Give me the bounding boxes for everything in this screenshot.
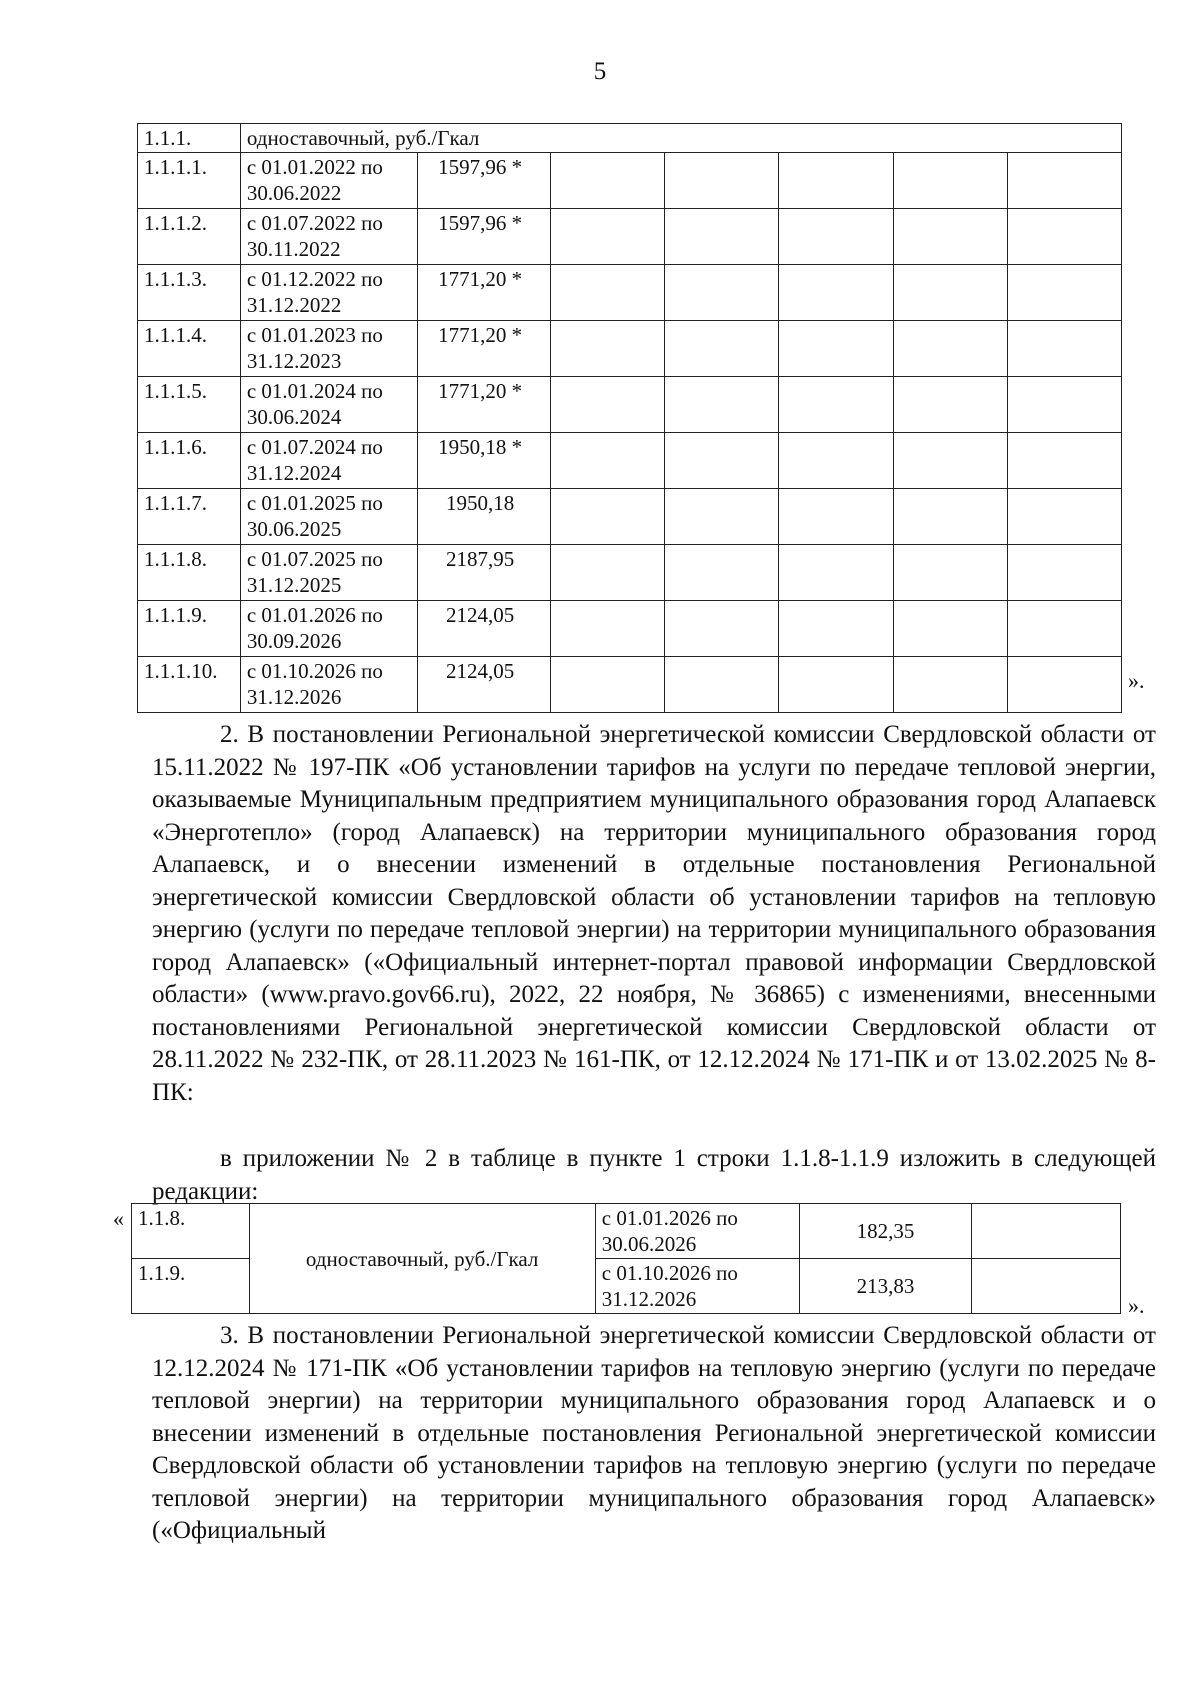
table-cell-empty <box>550 657 664 713</box>
table-row <box>138 545 1122 601</box>
table-row <box>138 153 1122 209</box>
table-cell-empty <box>779 657 893 713</box>
paragraph-2-sub: в приложении № 2 в таблице в пункте 1 строки 1.1.8-1.1.9 изложить в следующей редакции: <box>152 1145 1156 1205</box>
table-row <box>132 1204 1121 1259</box>
table-cell-period: с 01.01.2026 по 30.06.2026 <box>595 1204 799 1259</box>
table-cell-empty <box>550 489 664 545</box>
table-cell-empty <box>665 321 779 377</box>
table-cell-empty <box>779 265 893 321</box>
table-cell-empty <box>550 433 664 489</box>
table-cell-num: 1.1.1. <box>138 124 241 153</box>
table-cell-period: с 01.01.2022 по 30.06.2022 <box>240 153 417 209</box>
table-cell-empty <box>550 209 664 265</box>
table-cell-empty <box>1007 657 1121 713</box>
table-cell-empty <box>1007 545 1121 601</box>
table-cell-empty <box>550 601 664 657</box>
table-cell-empty <box>665 433 779 489</box>
table-cell-empty <box>550 265 664 321</box>
table-cell-empty <box>893 321 1007 377</box>
table-cell-empty <box>1007 377 1121 433</box>
table-cell-empty <box>550 321 664 377</box>
table-cell-num: 1.1.8. <box>132 1204 250 1259</box>
table-cell-empty <box>893 433 1007 489</box>
table-header-row <box>138 124 1122 153</box>
table-cell-empty <box>893 545 1007 601</box>
table-cell-empty <box>893 265 1007 321</box>
table-cell-empty <box>665 209 779 265</box>
table-cell-period: с 01.10.2026 по 31.12.2026 <box>595 1259 799 1314</box>
table-cell-num: 1.1.1.7. <box>138 489 241 545</box>
table-cell-num: 1.1.1.5. <box>138 377 241 433</box>
table-cell-period: с 01.01.2024 по 30.06.2024 <box>240 377 417 433</box>
table-cell-value: 1771,20 * <box>418 265 551 321</box>
table-cell-empty <box>665 489 779 545</box>
amendment-table <box>131 1203 1121 1314</box>
table-row <box>138 657 1122 713</box>
table-cell-empty <box>779 321 893 377</box>
table-cell-empty <box>779 489 893 545</box>
table-cell-period: с 01.01.2026 по 30.09.2026 <box>240 601 417 657</box>
table-cell-empty <box>665 657 779 713</box>
table-cell-empty <box>550 545 664 601</box>
table-cell-num: 1.1.1.10. <box>138 657 241 713</box>
table-row <box>138 321 1122 377</box>
table-cell-empty <box>550 377 664 433</box>
table-cell-empty <box>1007 601 1121 657</box>
table-cell-empty <box>893 209 1007 265</box>
table-cell-empty <box>779 601 893 657</box>
table-cell-empty <box>1007 321 1121 377</box>
table-cell-period: с 01.10.2026 по 31.12.2026 <box>240 657 417 713</box>
table-cell-empty <box>1007 265 1121 321</box>
table-row <box>138 489 1122 545</box>
table-cell-empty <box>665 545 779 601</box>
table-cell-empty <box>893 153 1007 209</box>
table-cell-period: с 01.07.2022 по 30.11.2022 <box>240 209 417 265</box>
table-cell-empty <box>665 153 779 209</box>
table-cell-value: 1597,96 * <box>418 209 551 265</box>
table-cell-empty <box>665 601 779 657</box>
table-cell-period: с 01.01.2023 по 31.12.2023 <box>240 321 417 377</box>
table-cell-value: 1950,18 <box>418 489 551 545</box>
table-row <box>138 601 1122 657</box>
table-cell-num: 1.1.9. <box>132 1259 250 1314</box>
table-cell-empty <box>972 1204 1121 1259</box>
paragraph-3: 3. В постановлении Региональной энергетической комиссии Свердловской области от 12.12.2024 № 171-ПК «Об установлении тарифов на тепловую энергию (услуги по передаче тепловой энергии) на территории муниципального образования город Алапаевск и о внесении изменений в отдельные постановления Региональной энергетической комиссии Свердловской области об установлении тарифов на тепловую энергию (услуги по передаче тепловой энергии) на территории муниципального образования город Алапаевск» («Официальный <box>152 1322 1156 1544</box>
table-cell-empty <box>779 377 893 433</box>
table-cell-value: 2187,95 <box>418 545 551 601</box>
table-row <box>138 377 1122 433</box>
table-cell-value: 1597,96 * <box>418 153 551 209</box>
table-cell-empty <box>779 545 893 601</box>
table-cell-value: 2124,05 <box>418 601 551 657</box>
table2-open-quote: « <box>113 1206 124 1231</box>
table-cell-period: с 01.07.2025 по 31.12.2025 <box>240 545 417 601</box>
table-cell-value: 213,83 <box>799 1259 972 1314</box>
table-cell-label: одноставочный, руб./Гкал <box>249 1204 595 1314</box>
table-row <box>138 433 1122 489</box>
table-cell-empty <box>1007 489 1121 545</box>
table-cell-value: 1771,20 * <box>418 321 551 377</box>
table-cell-empty <box>1007 153 1121 209</box>
table-cell-value: 1950,18 * <box>418 433 551 489</box>
table-cell-empty <box>893 657 1007 713</box>
table-cell-empty <box>1007 209 1121 265</box>
table-cell-num: 1.1.1.3. <box>138 265 241 321</box>
tariff-table <box>137 123 1122 713</box>
table-cell-empty <box>779 153 893 209</box>
page-number: 5 <box>593 58 607 85</box>
table-cell-period: с 01.07.2024 по 31.12.2024 <box>240 433 417 489</box>
table-cell-num: 1.1.1.8. <box>138 545 241 601</box>
table-cell-num: 1.1.1.6. <box>138 433 241 489</box>
table-cell-empty <box>893 377 1007 433</box>
table-cell-num: 1.1.1.9. <box>138 601 241 657</box>
table-cell-num: 1.1.1.2. <box>138 209 241 265</box>
table-cell-empty <box>893 601 1007 657</box>
table-cell-value: 182,35 <box>799 1204 972 1259</box>
paragraph-2: 2. В постановлении Региональной энергетической комиссии Свердловской области от 15.11.2022 № 197-ПК «Об установлении тарифов на услуги по передаче тепловой энергии, оказываемые Муниципальным предприятием муниципального образования город Алапаевск «Энерготепло» (город Алапаевск) на территории муниципального образования город Алапаевск, и о внесении изменений в отдельные постановления Региональной энергетической комиссии Свердловской области об установлении тарифов на тепловую энергию (услуги по передаче тепловой энергии) на территории муниципального образования город Алапаевск» («Официальный интернет-портал правовой информации Свердловской области» (www.pravo.gov66.ru), 2022, 22 ноября, № 36865) с изменениями, внесенными постановлениями Региональной энергетической комиссии Свердловской области от 28.11.2022 № 232-ПК, от 28.11.2023 № 161-ПК, от 12.12.2024 № 171-ПК и от 13.02.2025 № 8-ПК: <box>152 721 1156 1106</box>
table-cell-period: с 01.01.2025 по 30.06.2025 <box>240 489 417 545</box>
table-cell-empty <box>550 153 664 209</box>
table-cell-value: 1771,20 * <box>418 377 551 433</box>
table-cell-empty <box>1007 433 1121 489</box>
table-cell-empty <box>665 377 779 433</box>
table-cell-empty <box>893 489 1007 545</box>
table-cell-period: с 01.12.2022 по 31.12.2022 <box>240 265 417 321</box>
table-cell-num: 1.1.1.1. <box>138 153 241 209</box>
table-cell-empty <box>779 209 893 265</box>
table-row <box>138 209 1122 265</box>
table-cell-num: 1.1.1.4. <box>138 321 241 377</box>
table-cell-empty <box>972 1259 1121 1314</box>
table-row <box>138 265 1122 321</box>
table-cell-empty <box>665 265 779 321</box>
table1-close-quote: ». <box>1128 668 1145 693</box>
table2-close-quote: ». <box>1128 1293 1145 1318</box>
table-cell-label: одноставочный, руб./Гкал <box>240 124 1121 153</box>
table-cell-value: 2124,05 <box>418 657 551 713</box>
table-cell-empty <box>779 433 893 489</box>
